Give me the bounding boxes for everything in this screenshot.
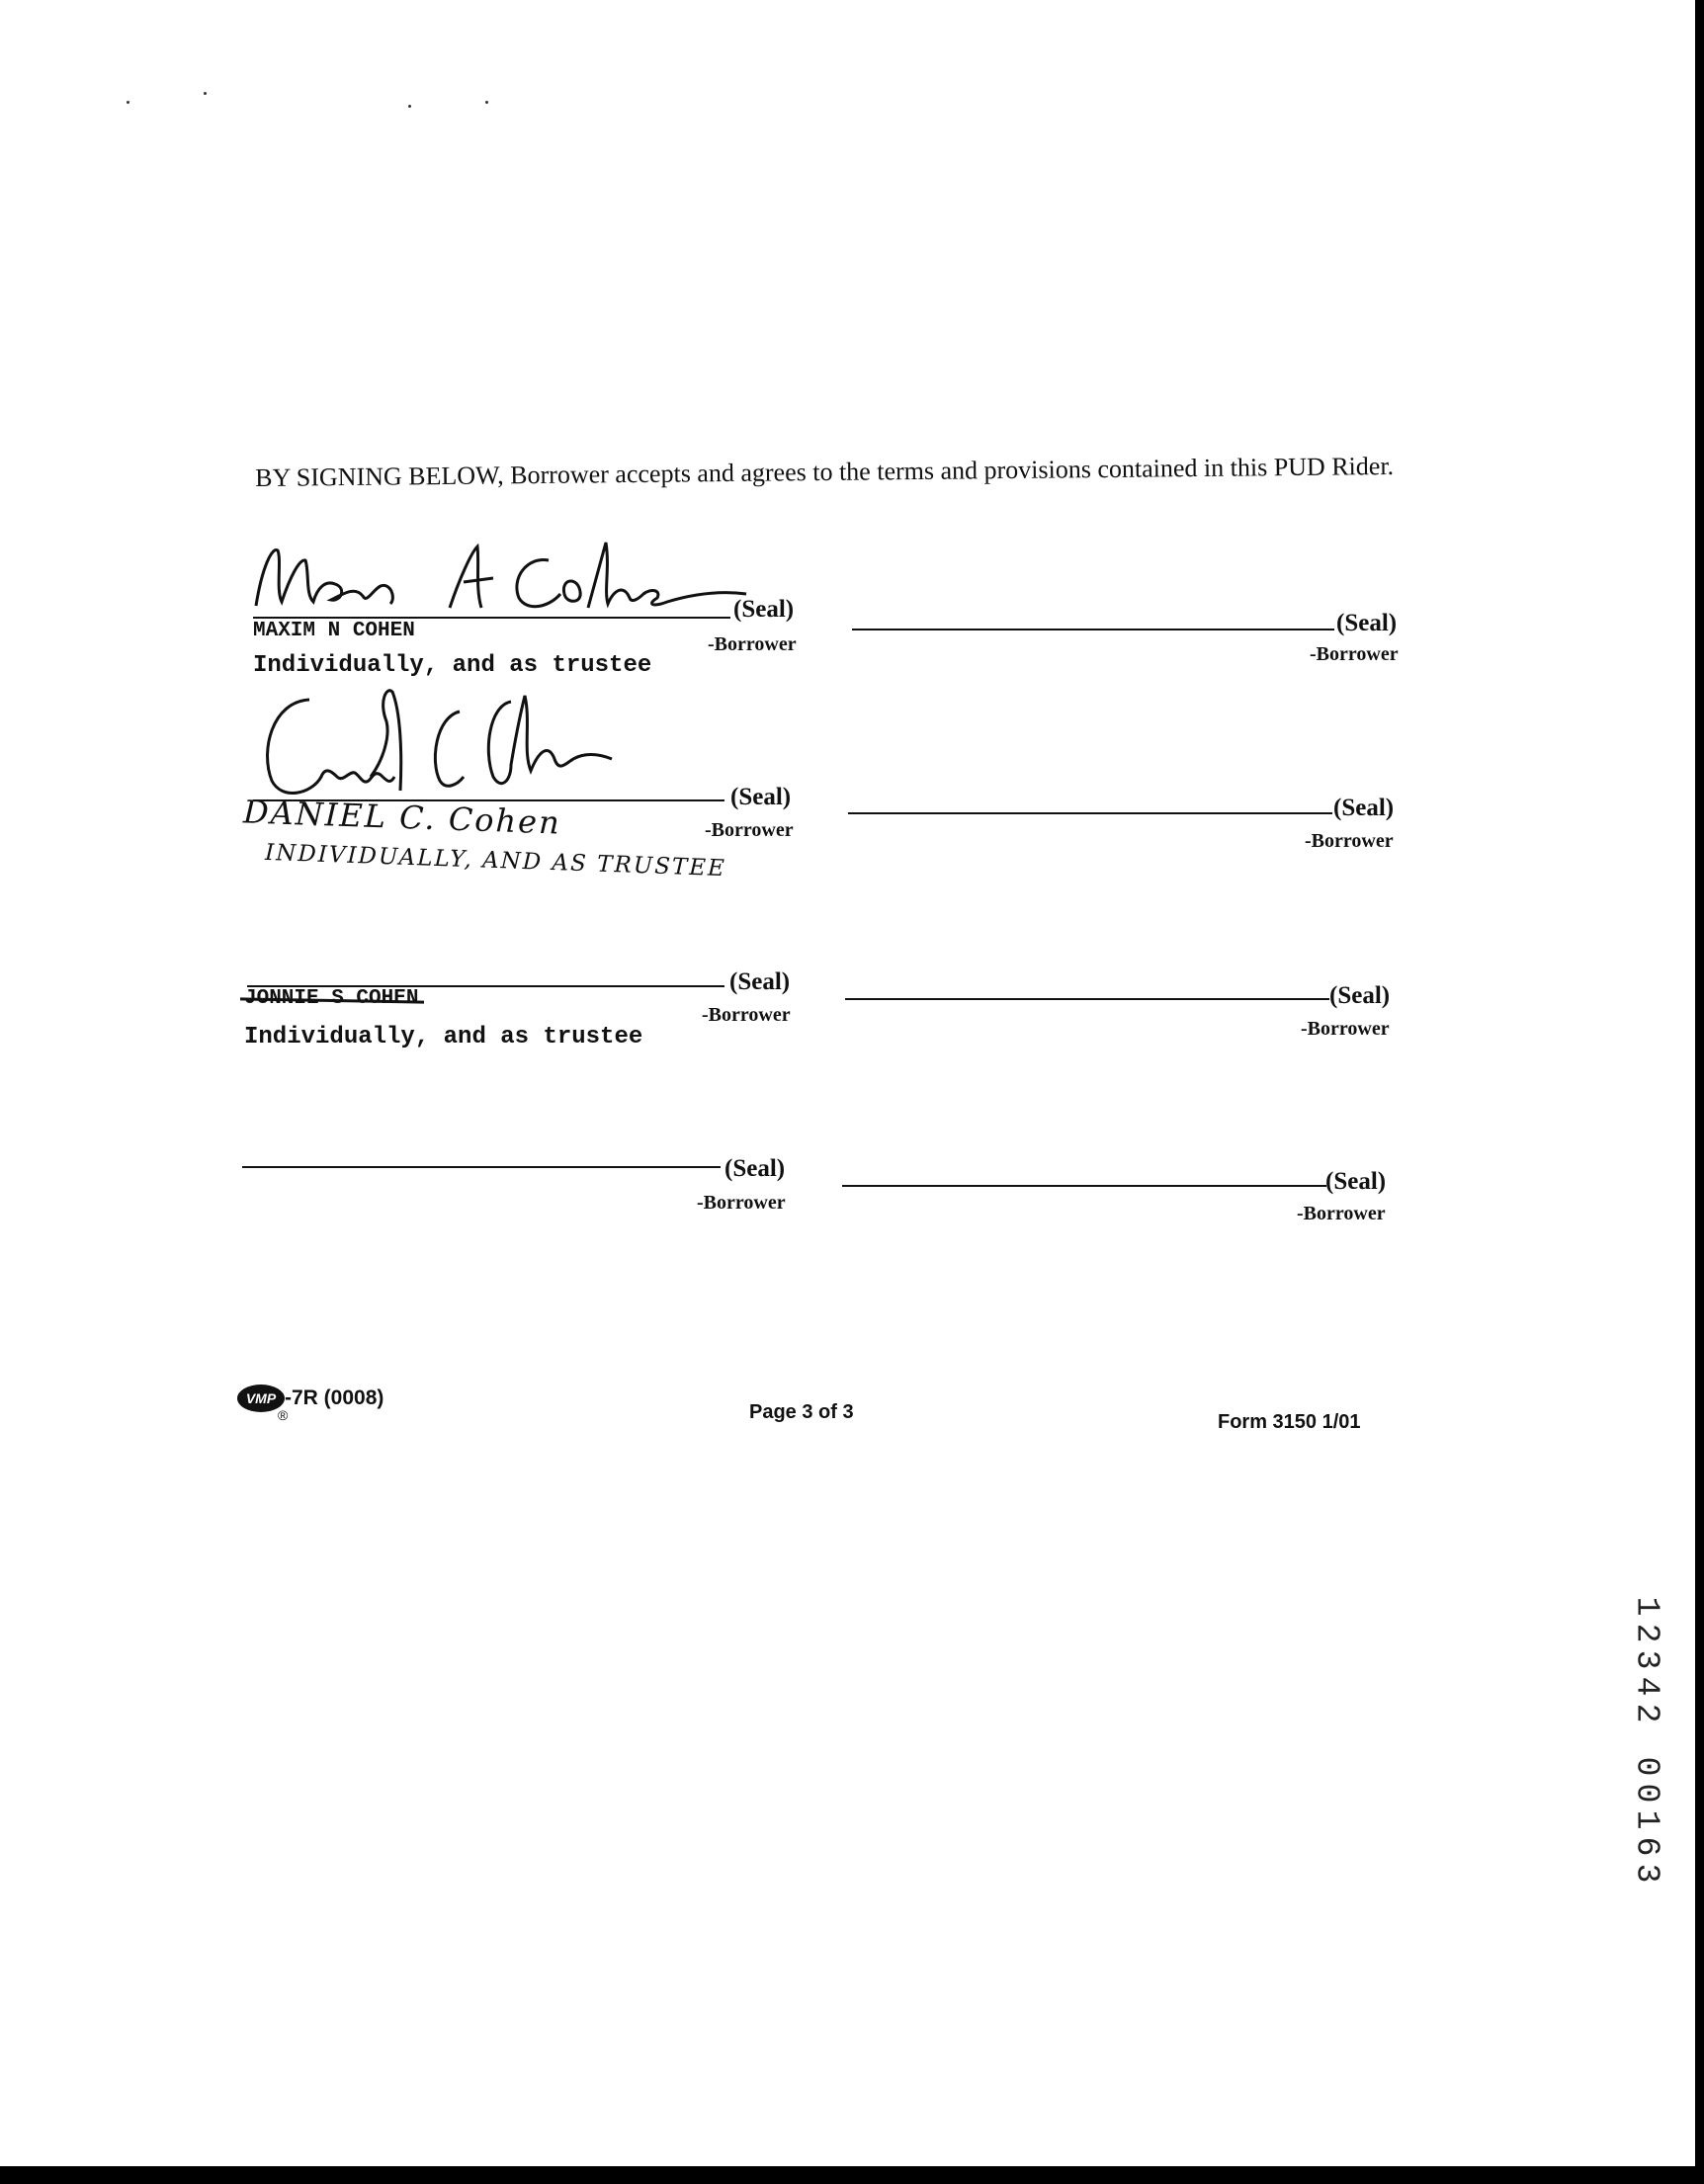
borrower-label: -Borrower bbox=[708, 633, 797, 655]
signature-daniel-cohen bbox=[252, 682, 647, 810]
bates-char: 1 bbox=[1628, 1596, 1665, 1617]
vmp-logo-text: VMP bbox=[245, 1390, 277, 1406]
registered-mark: ® bbox=[278, 1407, 289, 1423]
borrower-label: -Borrower bbox=[1305, 830, 1394, 852]
bates-char: 3 bbox=[1628, 1649, 1665, 1670]
seal-label: (Seal) bbox=[1336, 610, 1398, 636]
signer-name: MAXIM N COHEN bbox=[253, 620, 415, 642]
borrower-label: -Borrower bbox=[697, 1192, 786, 1214]
signer-name-struck bbox=[244, 987, 418, 1010]
bates-char: 2 bbox=[1628, 1703, 1665, 1723]
bates-char: 1 bbox=[1628, 1809, 1665, 1830]
seal-label: (Seal) bbox=[724, 1155, 786, 1182]
scan-edge-bottom bbox=[0, 2166, 1704, 2184]
form-number: Form 3150 1/01 bbox=[1218, 1411, 1361, 1433]
signature-line bbox=[845, 998, 1329, 1000]
seal-label: (Seal) bbox=[729, 968, 791, 995]
borrower-label: -Borrower bbox=[1310, 643, 1399, 665]
struck-name-text: JONNIE S COHEN bbox=[244, 987, 419, 1010]
bates-char: 2 bbox=[1628, 1623, 1665, 1643]
seal-label: (Seal) bbox=[1325, 1168, 1387, 1195]
signature-line bbox=[848, 812, 1332, 814]
borrower-label: -Borrower bbox=[702, 1004, 791, 1026]
signature-line bbox=[842, 1185, 1326, 1187]
borrower-label: -Borrower bbox=[1301, 1018, 1390, 1040]
signer-capacity: Individually, and as trustee bbox=[253, 652, 652, 679]
seal-label: (Seal) bbox=[730, 784, 792, 810]
signature-maxim-cohen bbox=[252, 539, 766, 618]
form-code: -7R (0008) bbox=[285, 1386, 384, 1409]
signature-line bbox=[242, 1166, 721, 1168]
bates-char: 0 bbox=[1628, 1756, 1665, 1777]
bates-char: 6 bbox=[1628, 1836, 1665, 1857]
bates-char: 0 bbox=[1628, 1783, 1665, 1804]
borrower-label: -Borrower bbox=[1297, 1203, 1386, 1224]
seal-label: (Seal) bbox=[1329, 982, 1391, 1009]
scan-edge-right bbox=[1695, 0, 1704, 2184]
scan-speck bbox=[127, 101, 129, 104]
borrower-label: -Borrower bbox=[705, 819, 794, 841]
handwritten-signer-capacity: INDIVIDUALLY, AND AS TRUSTEE bbox=[264, 839, 727, 882]
seal-label: (Seal) bbox=[733, 596, 795, 623]
bates-number bbox=[1629, 1593, 1664, 1887]
signature-line bbox=[253, 617, 730, 619]
bates-char: 3 bbox=[1628, 1863, 1665, 1884]
scan-speck bbox=[485, 101, 488, 104]
handwritten-signer-name: DANIEL C. Cohen bbox=[242, 793, 562, 842]
page-number: Page 3 of 3 bbox=[749, 1401, 854, 1423]
bates-char: 4 bbox=[1628, 1676, 1665, 1697]
scan-speck bbox=[408, 105, 411, 108]
seal-label: (Seal) bbox=[1333, 795, 1395, 821]
signer-capacity: Individually, and as trustee bbox=[244, 1024, 643, 1050]
signing-statement: BY SIGNING BELOW, Borrower accepts and agrees to the terms and provisions contained in this PUD Rider. bbox=[255, 451, 1395, 492]
scan-speck bbox=[204, 92, 207, 95]
signature-line bbox=[852, 629, 1334, 630]
